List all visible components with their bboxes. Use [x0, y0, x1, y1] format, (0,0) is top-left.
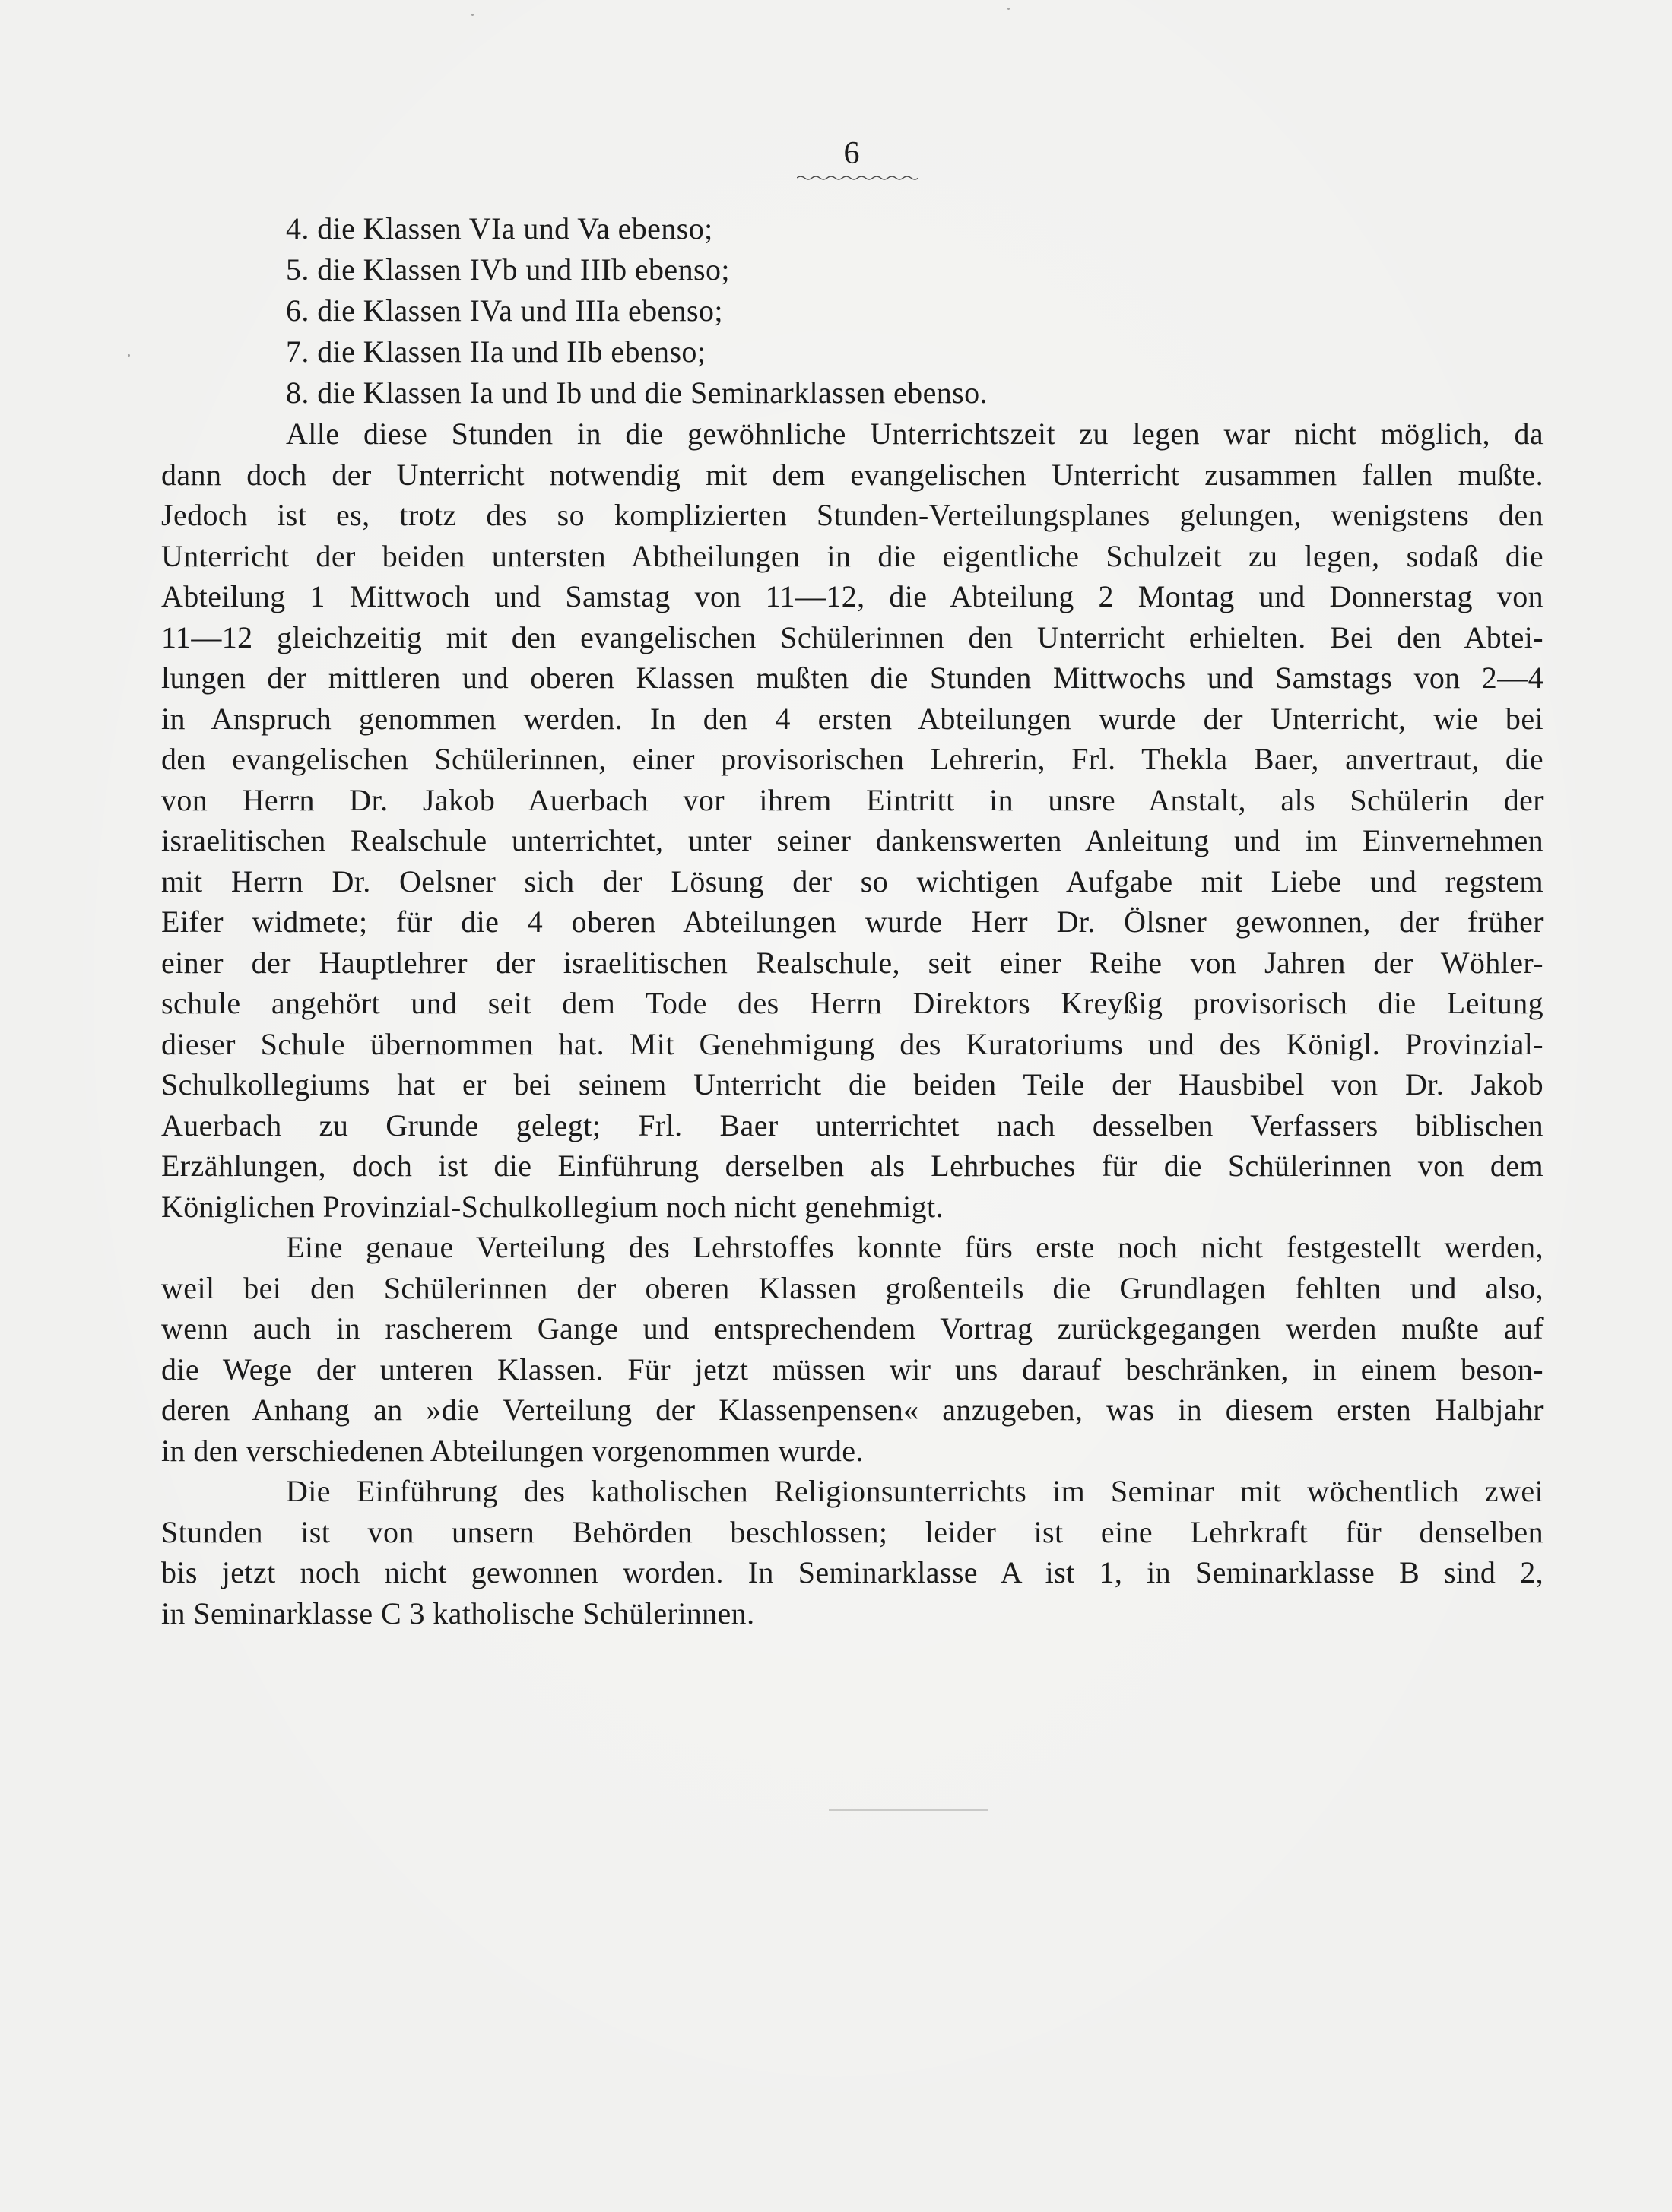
text-line: Schulkollegiums hat er bei seinem Unterricht die beiden Teile der Hausbibel von Dr. Jakob: [161, 1067, 1544, 1101]
class-list: [161, 208, 1544, 414]
text-line: wenn auch in rascherem Gange und entsprechendem Vortrag zurückgegangen werden mußte auf: [161, 1311, 1544, 1345]
text-line: dann doch der Unterricht notwendig mit dem evangelischen Unterricht zusammen fallen mußte.: [161, 457, 1544, 492]
text-line: Auerbach zu Grunde gelegt; Frl. Baer unterrichtet nach desselben Verfassers biblischen: [161, 1108, 1544, 1142]
text-line: einer der Hauptlehrer der israelitischen Realschule, seit einer Reihe von Jahren der Wöhler-: [161, 945, 1544, 980]
text-line: die Wege der unteren Klassen. Für jetzt müssen wir uns darauf beschränken, in einem beson-: [161, 1352, 1544, 1386]
text-line: lungen der mittleren und oberen Klassen mußten die Stunden Mittwochs und Samstags von 2—4: [161, 661, 1544, 695]
text-line: Eifer widmete; für die 4 oberen Abteilungen wurde Herr Dr. Ölsner gewonnen, der früher: [161, 905, 1544, 939]
text-line: Erzählungen, doch ist die Einführung derselben als Lehrbuches für die Schülerinnen von dem: [161, 1149, 1544, 1183]
text-line: Stunden ist von unsern Behörden beschlossen; leider ist eine Lehrkraft für denselben: [161, 1514, 1544, 1549]
list-item: 7. die Klassen IIa und IIb ebenso;: [286, 334, 706, 369]
text-line: Alle diese Stunden in die gewöhnliche Unterrichtszeit zu legen war nicht möglich, da: [286, 417, 1544, 451]
text-line: Eine genaue Verteilung des Lehrstoffes konnte fürs erste noch nicht festgestellt werden,: [286, 1230, 1544, 1264]
paper-speck: [471, 14, 474, 16]
paper-speck: [128, 354, 130, 357]
text-line: in den verschiedenen Abteilungen vorgenommen wurde.: [161, 1433, 864, 1468]
text-line: Die Einführung des katholischen Religionsunterrichts im Seminar mit wöchentlich zwei: [286, 1474, 1544, 1508]
list-item: 8. die Klassen Ia und Ib und die Seminarklassen ebenso.: [286, 376, 988, 410]
text-line: in Anspruch genommen werden. In den 4 ersten Abteilungen wurde der Unterricht, wie bei: [161, 701, 1544, 736]
text-line: deren Anhang an »die Verteilung der Klassenpensen« anzugeben, was in diesem ersten Halbjahr: [161, 1393, 1544, 1427]
page-number: 6: [843, 136, 860, 171]
bleed-through-rule: [829, 1809, 988, 1811]
body-text: [161, 208, 1544, 1634]
page-number-ornament: [797, 175, 918, 181]
paragraph-curriculum: [161, 1227, 1544, 1471]
text-line: in Seminarklasse C 3 katholische Schülerinnen.: [161, 1596, 755, 1630]
text-line: den evangelischen Schülerinnen, einer provisorischen Lehrerin, Frl. Thekla Baer, anvertraut, die: [161, 742, 1544, 776]
paper-speck: [1007, 8, 1010, 10]
paragraph-schedule: [161, 414, 1544, 1227]
list-item: 6. die Klassen IVa und IIIa ebenso;: [286, 293, 723, 328]
text-line: mit Herrn Dr. Oelsner sich der Lösung der so wichtigen Aufgabe mit Liebe und regstem: [161, 864, 1544, 898]
text-line: bis jetzt noch nicht gewonnen worden. In Seminarklasse A ist 1, in Seminarklasse B sind 2,: [161, 1555, 1544, 1589]
text-line: schule angehört und seit dem Tode des Herrn Direktors Kreyßig provisorisch die Leitung: [161, 986, 1544, 1020]
text-line: weil bei den Schülerinnen der oberen Klassen großenteils die Grundlagen fehlten und also,: [161, 1270, 1544, 1305]
list-item: 5. die Klassen IVb und IIIb ebenso;: [286, 252, 730, 287]
text-line: von Herrn Dr. Jakob Auerbach vor ihrem Eintritt in unsre Anstalt, als Schülerin der: [161, 782, 1544, 817]
text-line: Jedoch ist es, trotz des so komplizierten Stunden-Verteilungsplanes gelungen, wenigstens den: [161, 498, 1544, 532]
text-line: Abteilung 1 Mittwoch und Samstag von 11—12, die Abteilung 2 Montag und Donnerstag von: [161, 579, 1544, 613]
text-line: Königlichen Provinzial-Schulkollegium noch nicht genehmigt.: [161, 1189, 944, 1224]
list-item: 4. die Klassen VIa und Va ebenso;: [286, 211, 713, 246]
text-line: 11—12 gleichzeitig mit den evangelischen Schülerinnen den Unterricht erhielten. Bei den Abtei-: [161, 620, 1544, 654]
text-line: dieser Schule übernommen hat. Mit Genehmigung des Kuratoriums und des Königl. Provinzial-: [161, 1026, 1544, 1061]
text-line: Unterricht der beiden untersten Abtheilungen in die eigentliche Schulzeit zu legen, sodaß die: [161, 538, 1544, 573]
text-line: israelitischen Realschule unterrichtet, unter seiner dankenswerten Anleitung und im Einvernehmen: [161, 823, 1544, 857]
paragraph-catholic-instruction: [161, 1471, 1544, 1634]
